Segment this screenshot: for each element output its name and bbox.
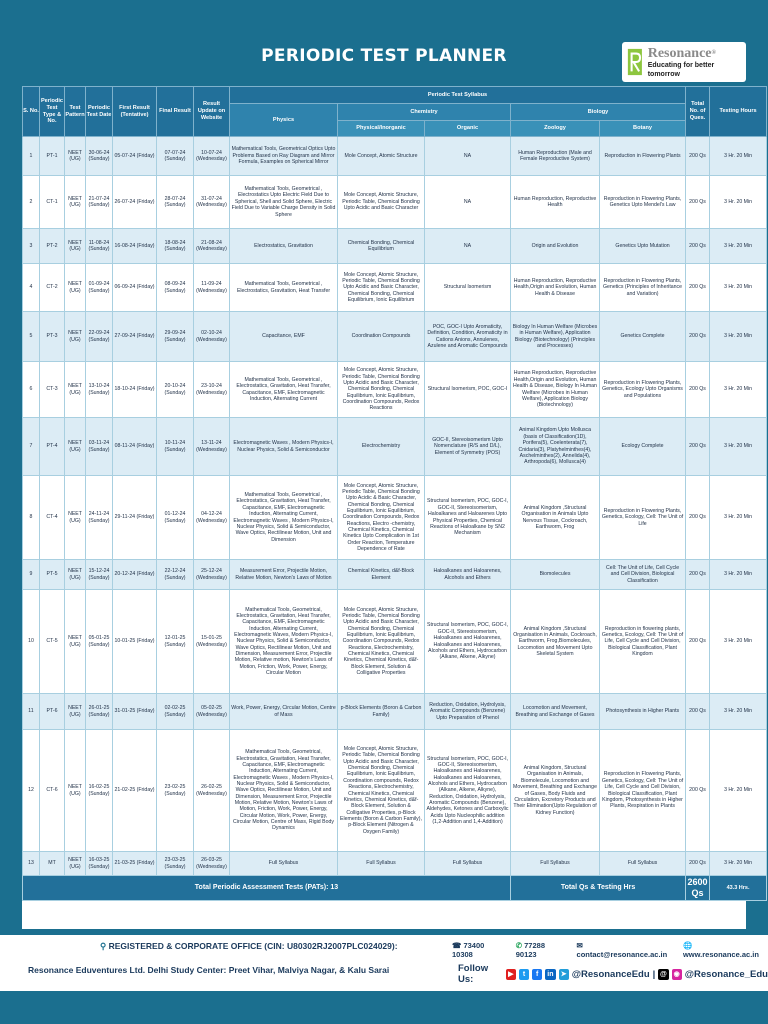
table-row (23, 590, 767, 694)
cell-sno: 3 (23, 229, 40, 264)
registered-office-text: REGISTERED & CORPORATE OFFICE (CIN: U80302RJ2007PLC024029): (108, 941, 398, 951)
cell-pattern: NEET (UG) (65, 229, 86, 264)
cell-testing-hours: 3 Hr. 20 Min (710, 264, 767, 312)
col-chemistry: Chemistry (338, 104, 511, 121)
cell-physics: Mathematical Tools, Geometrical , Electrostatics Upto Electric Field Due to Spherical, Shell and Solid Sphere, Electric Field Due to Variable Charge Density in Solid Sphere (230, 176, 338, 229)
cell-physics: Measurement Error, Projectile Motion, Relative Motion, Newton's Laws of Motion (230, 560, 338, 590)
cell-pattern: NEET (UG) (65, 418, 86, 476)
cell-physical-inorganic: Mole Concept, Atomic Structure, Periodic Table, Chemical Bonding Upto Acidic and Basic Character, Chemical Bonding, Chemical Equilibrium, Ionic Equilibrium, Coordination compounds, Redox Reactions, Electrochemistry, Chemical Kinetics, Chemical Kinetics, Chemical Kinetics, d&f-Block Element, Solution & Colligative Properties, p-Block Elements (Boron & Carbon Family), p-Block Element (Nitrogen & Oxygen Family) (338, 730, 425, 852)
cell-physical-inorganic: Electrochemistry (338, 418, 425, 476)
cell-type: PT-4 (40, 418, 65, 476)
cell-website-result: 04-12-24 (Wednesday) (194, 476, 230, 560)
cell-total-questions: 200 Qs (686, 852, 710, 876)
cell-type: CT-1 (40, 176, 65, 229)
cell-physical-inorganic: Mole Concept, Atomic Structure, Periodic Table, Chemical Bonding Upto Acidic and Basic Character, Chemical Bonding, Chemical Equilibrium, Ionic Equilibrium (338, 264, 425, 312)
email-icon: ✉ (576, 941, 583, 950)
cell-date: 03-11-24 (Sunday) (86, 418, 113, 476)
cell-sno: 4 (23, 264, 40, 312)
cell-physics: Mathematical Tools, Geometrical, Electrostatics, Gravitation, Heat Transfer, Capacitance, EMF, Electromagnetic Induction, Alternating Current, Electromagnetic Waves , Modern Physics-I, Nuclear Physics, Solid & Semiconductor, Wave Optics, Rectilinear Motion, Unit and Dimension, Measurement Error, Projectile Motion, Relative Motion, Newton's Laws of Motion, Friction, Work, Power, Energy, Circular Motion, Work, Power, Energy, Circular Motion, Centre of Mass, Rigid Body Dynamics (230, 730, 338, 852)
cell-pattern: NEET (UG) (65, 312, 86, 362)
cell-type: PT-5 (40, 560, 65, 590)
cell-pattern: NEET (UG) (65, 476, 86, 560)
cell-organic: NA (425, 137, 511, 176)
threads-icon[interactable]: @ (660, 970, 667, 978)
cell-first-result: 29-11-24 (Friday) (113, 476, 157, 560)
cell-sno: 13 (23, 852, 40, 876)
cell-testing-hours: 3 Hr. 20 Min (710, 694, 767, 730)
cell-type: PT-1 (40, 137, 65, 176)
phone-number-1: 73400 10308 (452, 941, 485, 959)
cell-first-result: 05-07-24 (Friday) (113, 137, 157, 176)
cell-website-result: 02-10-24 (Wednesday) (194, 312, 230, 362)
col-date: Periodic Test Date (86, 87, 113, 137)
table-row (23, 229, 767, 264)
table-row (23, 418, 767, 476)
cell-sno: 1 (23, 137, 40, 176)
cell-type: CT-2 (40, 264, 65, 312)
cell-zoology: Human Reproduction (Male and Female Reproductive System) (511, 137, 600, 176)
cell-testing-hours: 3 Hr. 20 Min (710, 852, 767, 876)
bottom-band (0, 991, 768, 1024)
cell-pattern: NEET (UG) (65, 730, 86, 852)
registered-office (100, 941, 398, 952)
cell-total-questions: 200 Qs (686, 476, 710, 560)
cell-zoology: Human Reproduction, Reproductive Health (511, 176, 600, 229)
phone-contact-2[interactable] (516, 941, 567, 959)
cell-total-questions: 200 Qs (686, 312, 710, 362)
cell-total-questions: 200 Qs (686, 362, 710, 418)
cell-date: 16-03-25 (Sunday) (86, 852, 113, 876)
cell-zoology: Human Reproduction, Reproductive Health,Origin and Evolution, Human Health & Disease (511, 264, 600, 312)
cell-sno: 12 (23, 730, 40, 852)
phone-icon: ☎ (452, 941, 462, 950)
cell-final-result: 29-09-24 (Sunday) (157, 312, 194, 362)
cell-botany: Reproduction in Flowering Plants, Genetics (Principles of Inheritance and Variation) (600, 264, 686, 312)
cell-botany: Cell: The Unit of Life, Cell Cycle and Cell Division, Biological Classification (600, 560, 686, 590)
cell-zoology: Animal Kingdom ,Structural Organisation in Animals, Cockroach, Earthworm, Frog,Biomolecules, Locomotion and Movement Upto Skeletal System (511, 590, 600, 694)
cell-date: 11-08-24 (Sunday) (86, 229, 113, 264)
cell-final-result: 23-03-25 (Sunday) (157, 852, 194, 876)
cell-botany: Reproduction in flowering plants, Genetics, Ecology, Cell: The Unit of Life, Cell Cycle and Cell Division, Biological Classification, Plant Kingdom (600, 590, 686, 694)
table-row (23, 852, 767, 876)
cell-total-questions: 200 Qs (686, 560, 710, 590)
cell-final-result: 10-11-24 (Sunday) (157, 418, 194, 476)
instagram-icon[interactable]: ◉ (672, 969, 682, 980)
cell-physical-inorganic: Mole Concept, Atomic Structure, Periodic Table, Chemical Bonding Upto Acidic and Basic Character, Chemical Bonding, Chemical Equilibrium, Ionic Equilibrium, Coordination Compounds, Redox Reactions, Electrochemistry, Chemical Kinetics, Chemical Kinetics, Chemical Kinetics, d&f-Block Element, Solution & Colligative Properties (338, 590, 425, 694)
cell-sno: 7 (23, 418, 40, 476)
cell-organic: Haloalkanes and Haloarenes, Alcohols and Ethers (425, 560, 511, 590)
logo-r-icon (626, 45, 645, 79)
col-first-result: First Result (Tentative) (113, 87, 157, 137)
col-biology: Biology (511, 104, 686, 121)
table-row (23, 730, 767, 852)
cell-physics: Electromagnetic Waves , Modern Physics-I, Nuclear Physics, Solid & Semiconductor (230, 418, 338, 476)
cell-physics: Mathematical Tools, Geometrical , Electrostatics, Gravitation, Heat Transfer, Capacitance, EMF, Electromagnetic Induction, Alternating Current (230, 362, 338, 418)
cell-botany: Ecology Complete (600, 418, 686, 476)
cell-organic: GOC-II, Stereoisomerism Upto Nomenclature (R/S and D/L), Element of Symmetry (POS) (425, 418, 511, 476)
cell-zoology: Origin and Evolution (511, 229, 600, 264)
cell-website-result: 26-02-25 (Wednesday) (194, 730, 230, 852)
cell-pattern: NEET (UG) (65, 362, 86, 418)
cell-physics: Mathematical Tools, Geometrical , Electrostatics, Gravitation, Heat Transfer, Capacitance, EMF, Electromagnetic Induction, Alternating Current, Electromagnetic Waves , Modern Physics-I, Nuclear Physics, Solid & Semiconductor, Wave Optics, Rectilinear Motion, Unit and Dimension (230, 476, 338, 560)
cell-total-questions: 200 Qs (686, 418, 710, 476)
cell-organic: POC, GOC-I Upto Aromaticity, Definition, Condition, Aromaticity in Cations Anions, Annulenes, Azulene and Aromatic Compounds (425, 312, 511, 362)
follow-label: Follow Us: (458, 963, 489, 985)
cell-physics: Mathematical Tools, Geometrical Optics Upto Problems Based on Ray Diagram and Mirror Formula, Examples on Spherical Mirror (230, 137, 338, 176)
phone-number-2: 77288 90123 (515, 941, 545, 959)
cell-organic: Full Syllabus (425, 852, 511, 876)
cell-type: CT-6 (40, 730, 65, 852)
cell-botany: Reproduction in Flowering Plants, Genetics, Ecology, Cell: The Unit of Life (600, 476, 686, 560)
table-row (23, 312, 767, 362)
cell-testing-hours: 3 Hr. 20 Min (710, 590, 767, 694)
cell-organic: Structural Isomerism (425, 264, 511, 312)
cell-sno: 5 (23, 312, 40, 362)
cell-zoology: Animal Kingdom, Structural Organisation in Animals, Biomolecule, Locomotion and Movement, Breathing and Exchange of Gases, Body Fluids and Circulation, Excretory Products and Their Elimination(Upto Regulation of Kidney Function) (511, 730, 600, 852)
col-syllabus: Periodic Test Syllabus (230, 87, 686, 104)
col-zoology: Zoology (511, 121, 600, 137)
col-sno: S. No. (23, 87, 40, 137)
cell-final-result: 01-12-24 (Sunday) (157, 476, 194, 560)
table-row (23, 362, 767, 418)
cell-testing-hours: 3 Hr. 20 Min (710, 229, 767, 264)
cell-date: 15-12-24 (Sunday) (86, 560, 113, 590)
social-handle-2[interactable]: @Resonance_Edu (684, 968, 768, 980)
cell-first-result: 31-01-25 (Friday) (113, 694, 157, 730)
cell-zoology: Full Syllabus (511, 852, 600, 876)
cell-total-questions: 200 Qs (686, 730, 710, 852)
cell-physical-inorganic: p-Block Elements (Boron & Carbon Family) (338, 694, 425, 730)
website-url: www.resonance.ac.in (682, 950, 759, 959)
cell-pattern: NEET (UG) (65, 137, 86, 176)
cell-first-result: 08-11-24 (Friday) (113, 418, 157, 476)
cell-pattern: NEET (UG) (65, 264, 86, 312)
cell-zoology: Locomotion and Movement, Breathing and Exchange of Gases (511, 694, 600, 730)
cell-first-result: 27-09-24 (Friday) (113, 312, 157, 362)
globe-icon: 🌐 (682, 941, 693, 950)
cell-total-questions: 200 Qs (686, 176, 710, 229)
cell-website-result: 25-12-24 (Wednesday) (194, 560, 230, 590)
page-title: PERIODIC TEST PLANNER (261, 46, 507, 66)
cell-organic: Structural Isomerism, POC, GOC-I, GOC-II, Stereoisomerism, Haloalkanes and Haloarenes Upto Physical Properties, Chemical Reactions of Haloalkane by SN2 Mechanism (425, 476, 511, 560)
cell-type: PT-2 (40, 229, 65, 264)
social-handle-1[interactable]: @ResonanceEdu (571, 968, 650, 980)
cell-final-result: 22-12-24 (Sunday) (157, 560, 194, 590)
cell-type: PT-6 (40, 694, 65, 730)
whatsapp-icon: ✆ (515, 941, 523, 950)
cell-type: CT-3 (40, 362, 65, 418)
cell-botany: Reproduction in Flowering Plants (600, 137, 686, 176)
col-test-type: Periodic Test Type & No. (40, 87, 65, 137)
col-testing-hours: Testing Hours (710, 87, 767, 137)
email-address: contact@resonance.ac.in (576, 950, 668, 959)
social-follow (458, 963, 768, 985)
cell-final-result: 18-08-24 (Sunday) (157, 229, 194, 264)
cell-botany: Genetics Complete (600, 312, 686, 362)
cell-date: 30-06-24 (Sunday) (86, 137, 113, 176)
cell-physical-inorganic: Mole Concept, Atomic Structure, Periodic Table, Chemical Bonding Upto Acidic and Basic Character, Chemical Bonding, Chemical Equilibrium, Ionic Equilibrium, Coordination Compounds, Redox Reactions (338, 362, 425, 418)
cell-type: MT (40, 852, 65, 876)
cell-date: 24-11-24 (Sunday) (86, 476, 113, 560)
cell-physical-inorganic: Mole Concept, Atomic Structure (338, 137, 425, 176)
cell-pattern: NEET (UG) (65, 560, 86, 590)
cell-date: 26-01-25 (Sunday) (86, 694, 113, 730)
cell-type: CT-4 (40, 476, 65, 560)
cell-final-result: 08-09-24 (Sunday) (157, 264, 194, 312)
cell-testing-hours: 3 Hr. 20 Min (710, 362, 767, 418)
cell-sno: 10 (23, 590, 40, 694)
cell-testing-hours: 3 Hr. 20 Min (710, 418, 767, 476)
cell-date: 13-10-24 (Sunday) (86, 362, 113, 418)
cell-physical-inorganic: Chemical Bonding, Chemical Equilibrium (338, 229, 425, 264)
cell-botany: Full Syllabus (600, 852, 686, 876)
cell-sno: 9 (23, 560, 40, 590)
cell-organic: NA (425, 176, 511, 229)
cell-sno: 8 (23, 476, 40, 560)
cell-physics: Mathematical Tools, Geometrical , Electrostatics, Gravitation, Heat Transfer (230, 264, 338, 312)
cell-total-questions: 200 Qs (686, 694, 710, 730)
cell-botany: Reproduction in Flowering Plants, Genetics, Ecology, Cell: The Unit of Life, Cell Cycle and Cell Division, Biological Classification, Plant Kingdom, Photosynthesis in Higher Plants, Respiration in Plants (600, 730, 686, 852)
cell-final-result: 20-10-24 (Sunday) (157, 362, 194, 418)
cell-physical-inorganic: Mole Concept, Atomic Structure, Periodic Table, Chemical Bonding Upto Acidic & Basic Character, Chemical Bonding, Chemical Equilibrium, Ionic Equilibrium, Coordination Compounds, Redox Reactions, Electro -chemistry, Chemical Kinetics, Chemical Kinetics Upto Complication in 1st Order Reaction, Temperature Dependence of Rate (338, 476, 425, 560)
logo-tagline: Educating for better tomorrow (647, 61, 715, 78)
cell-physical-inorganic: Full Syllabus (338, 852, 425, 876)
col-website-result: Result Update on Website (194, 87, 230, 137)
cell-final-result: 12-01-25 (Sunday) (157, 590, 194, 694)
cell-total-questions: 200 Qs (686, 264, 710, 312)
cell-pattern: NEET (UG) (65, 590, 86, 694)
col-final-result: Final Result (157, 87, 194, 137)
cell-final-result: 02-02-25 (Sunday) (157, 694, 194, 730)
cell-website-result: 13-11-24 (Wednesday) (194, 418, 230, 476)
cell-physical-inorganic: Coordination Compounds (338, 312, 425, 362)
cell-website-result: 26-03-25 (Wednesday) (194, 852, 230, 876)
logo-registered: ® (711, 49, 716, 56)
study-center: Resonance Eduventures Ltd. Delhi Study Center: Preet Vihar, Malviya Nagar, & Kalu Sarai (28, 965, 390, 975)
totals-row (23, 876, 767, 901)
col-botany: Botany (600, 121, 686, 137)
cell-first-result: 26-07-24 (Friday) (113, 176, 157, 229)
total-hours-value: 43.3 Hrs. (710, 876, 767, 901)
cell-zoology: Biomolecules (511, 560, 600, 590)
col-physics: Physics (230, 104, 338, 137)
table-row (23, 264, 767, 312)
cell-first-result: 06-09-24 (Friday) (113, 264, 157, 312)
cell-physics: Full Syllabus (230, 852, 338, 876)
cell-type: CT-5 (40, 590, 65, 694)
cell-date: 21-07-24 (Sunday) (86, 176, 113, 229)
cell-website-result: 23-10-24 (Wednesday) (194, 362, 230, 418)
cell-total-questions: 200 Qs (686, 590, 710, 694)
col-organic: Organic (425, 121, 511, 137)
col-physical-inorganic: Physical/Inorganic (338, 121, 425, 137)
cell-sno: 2 (23, 176, 40, 229)
cell-pattern: NEET (UG) (65, 176, 86, 229)
youtube-icon[interactable]: ▶ (506, 969, 516, 980)
cell-botany: Reproduction in Flowering Plants, Genetics Upto Mendel's Law (600, 176, 686, 229)
cell-website-result: 11-09-24 (Wednesday) (194, 264, 230, 312)
cell-testing-hours: 3 Hr. 20 Min (710, 176, 767, 229)
cell-zoology: Animal Kingdom ,Structural Organisation in Animals Upto Nervous Tissue, Cockroach, Earthworm, Frog (511, 476, 600, 560)
cell-physics: Electrostatics, Gravitation (230, 229, 338, 264)
cell-zoology: Biology In Human Welfare (Microbes in Human Welfare), Application Biology (Biotechnology) (Principles and Processes) (511, 312, 600, 362)
contact-info (452, 941, 768, 959)
cell-zoology: Animal Kingdom Upto Mollusca (basis of Classification(1D), Porifera(5), Coelenterata(7), Cnidaria(3), Platyhelminthes(4), Aschelminthes(2), Annelida(4), Arthropoda(6), Mollusca(4) (511, 418, 600, 476)
table-row (23, 694, 767, 730)
cell-website-result: 15-01-25 (Wednesday) (194, 590, 230, 694)
cell-date: 22-09-24 (Sunday) (86, 312, 113, 362)
cell-organic: Structural Isomerism, POC, GOC-I (425, 362, 511, 418)
cell-final-result: 23-02-25 (Sunday) (157, 730, 194, 852)
cell-final-result: 28-07-24 (Sunday) (157, 176, 194, 229)
cell-date: 16-02-25 (Sunday) (86, 730, 113, 852)
cell-total-questions: 200 Qs (686, 229, 710, 264)
linkedin-icon[interactable]: in (547, 970, 554, 978)
cell-organic: NA (425, 229, 511, 264)
cell-pattern: NEET (UG) (65, 852, 86, 876)
cell-physics: Work, Power, Energy, Circular Motion, Centre of Mass (230, 694, 338, 730)
resonance-logo (622, 42, 746, 82)
planner-sheet (22, 86, 757, 929)
email-contact[interactable] (577, 941, 673, 959)
cell-testing-hours: 3 Hr. 20 Min (710, 560, 767, 590)
total-qs-value: 2600 Qs (686, 876, 710, 901)
test-planner-table (22, 86, 767, 901)
location-icon: ⚲ (100, 941, 107, 951)
cell-organic: Reduction, Oxidation, Hydrolysis, Aromatic Compounds (Benzene) Upto Preparation of Phenol (425, 694, 511, 730)
cell-botany: Photosynthesis in Higher Plants (600, 694, 686, 730)
cell-testing-hours: 3 Hr. 20 Min (710, 730, 767, 852)
total-pats-label: Total Periodic Assessment Tests (PATs): 13 (23, 876, 511, 901)
cell-zoology: Human Reproduction, Reproductive Health,Origin and Evolution, Human Health & Disease, Biology In Human Welfare (Microbes in Human Welfare), Application Biology (Biotechnology) (511, 362, 600, 418)
cell-date: 05-01-25 (Sunday) (86, 590, 113, 694)
cell-website-result: 10-07-24 (Wednesday) (194, 137, 230, 176)
cell-total-questions: 200 Qs (686, 137, 710, 176)
cell-botany: Genetics Upto Mutation (600, 229, 686, 264)
cell-physical-inorganic: Mole Concept, Atomic Structure, Periodic Table, Chemical Bonding Upto Acidic and Basic Character (338, 176, 425, 229)
cell-first-result: 21-02-25 (Friday) (113, 730, 157, 852)
twitter-icon[interactable]: t (519, 969, 529, 980)
telegram-icon[interactable]: ➤ (559, 969, 569, 980)
col-total-questions: Total No. of Ques. (686, 87, 710, 137)
cell-physics: Mathematical Tools, Geometrical, Electrostatics, Gravitation, Heat Transfer, Capacitance, EMF, Electromagnetic Induction, Alternating Current, Electromagnetic Waves, Modern Physics-I, Nuclear Physics, Solid & Semiconductor, Wave Optics, Rectilinear Motion, Unit and Dimension, Measurement Error, Projectile Motion, Relative motion, Newton's Laws of Motion, Friction, Work, Power, Energy, Circular Motion (230, 590, 338, 694)
cell-website-result: 05-02-25 (Wednesday) (194, 694, 230, 730)
cell-first-result: 10-01-25 (Friday) (113, 590, 157, 694)
col-pattern: Test Pattern (65, 87, 86, 137)
cell-testing-hours: 3 Hr. 20 Min (710, 312, 767, 362)
facebook-icon[interactable]: f (532, 969, 542, 980)
table-row (23, 137, 767, 176)
table-row (23, 176, 767, 229)
cell-date: 01-09-24 (Sunday) (86, 264, 113, 312)
total-qs-hours-label: Total Qs & Testing Hrs (511, 876, 686, 901)
website-contact[interactable] (683, 941, 768, 959)
cell-website-result: 21-08-24 (Wednesday) (194, 229, 230, 264)
cell-first-result: 21-03-25 (Friday) (113, 852, 157, 876)
cell-first-result: 18-10-24 (Friday) (113, 362, 157, 418)
cell-testing-hours: 3 Hr. 20 Min (710, 476, 767, 560)
table-row (23, 476, 767, 560)
cell-testing-hours: 3 Hr. 20 Min (710, 137, 767, 176)
cell-first-result: 20-12-24 (Friday) (113, 560, 157, 590)
divider: | (652, 968, 656, 980)
cell-botany: Reproduction in Flowering Plants, Genetics, Ecology Upto Organisms and Populations (600, 362, 686, 418)
cell-sno: 11 (23, 694, 40, 730)
cell-organic: Structural Isomerism, POC, GOC-I, GOC-II, Stereoisomerism, Haloalkanes and Haloarenes, Haloalkanes and Haloarenes, Alcohols and Ethers, Hydrocarbon (Alkane, Alkene, Alkyne), Reduction, Oxidation, Hydrolysis, Aromatic Compounds (Benzene), Aldehydes, Ketones and Carboxylic Acids Upto Nucleophilic addition (1,2-Addition and 1,4-Addition) (425, 730, 511, 852)
cell-first-result: 16-08-24 (Friday) (113, 229, 157, 264)
cell-sno: 6 (23, 362, 40, 418)
cell-final-result: 07-07-24 (Sunday) (157, 137, 194, 176)
cell-website-result: 31-07-24 (Wednesday) (194, 176, 230, 229)
cell-physical-inorganic: Chemical Kinetics, d&f-Block Element (338, 560, 425, 590)
cell-type: PT-3 (40, 312, 65, 362)
logo-name: Resonance (647, 45, 712, 61)
phone-contact-1[interactable] (452, 941, 506, 959)
cell-pattern: NEET (UG) (65, 694, 86, 730)
table-row (23, 560, 767, 590)
footer (0, 935, 768, 991)
cell-organic: Structural Isomerism, POC, GOC-I, GOC-II, Stereoisomerism, Haloalkanes and Haloarenes, Haloalkanes and Haloarenes, Alcohols and Ethers, Hydrocarbon (Alkane, Alkene, Alkyne) (425, 590, 511, 694)
cell-physics: Capacitance, EMF (230, 312, 338, 362)
